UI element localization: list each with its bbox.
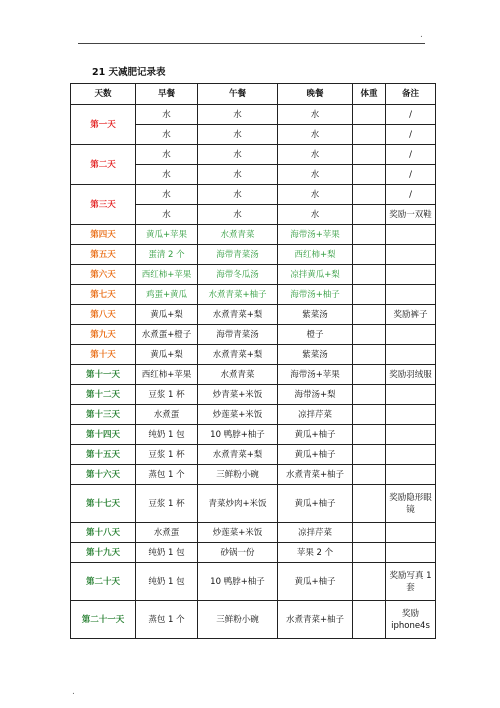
table-row bbox=[71, 185, 436, 205]
dinner-cell: 水 bbox=[278, 205, 353, 225]
notes-cell bbox=[386, 523, 436, 543]
day-cell: 第六天 bbox=[71, 265, 136, 285]
notes-cell bbox=[386, 465, 436, 485]
table-row bbox=[71, 563, 436, 601]
dinner-cell: 凉拌黄瓜+梨 bbox=[278, 265, 353, 285]
header-notes: 备注 bbox=[386, 84, 436, 105]
weight-cell bbox=[353, 205, 386, 225]
breakfast-cell: 水煮蛋 bbox=[136, 405, 198, 425]
lunch-cell: 水 bbox=[198, 165, 278, 185]
breakfast-cell: 黄瓜+苹果 bbox=[136, 225, 198, 245]
lunch-cell: 水煮青菜+柚子 bbox=[198, 285, 278, 305]
header-rule bbox=[78, 43, 425, 44]
dinner-cell: 水 bbox=[278, 165, 353, 185]
weight-cell bbox=[353, 185, 386, 205]
day-cell: 第十二天 bbox=[71, 385, 136, 405]
day-cell: 第十八天 bbox=[71, 523, 136, 543]
dinner-cell: 黄瓜+柚子 bbox=[278, 445, 353, 465]
lunch-cell: 海带青菜汤 bbox=[198, 325, 278, 345]
table-row bbox=[71, 265, 436, 285]
day-cell: 第四天 bbox=[71, 225, 136, 245]
lunch-cell: 海带冬瓜汤 bbox=[198, 265, 278, 285]
weight-cell bbox=[353, 285, 386, 305]
weight-cell bbox=[353, 543, 386, 563]
breakfast-cell: 蒸包 1 个 bbox=[136, 465, 198, 485]
lunch-cell: 水 bbox=[198, 105, 278, 125]
lunch-cell: 三鲜粉小碗 bbox=[198, 601, 278, 639]
table-title: 21 天减肥记录表 bbox=[92, 67, 166, 78]
breakfast-cell: 蛋清 2 个 bbox=[136, 245, 198, 265]
table-row bbox=[71, 523, 436, 543]
notes-cell bbox=[386, 425, 436, 445]
day-cell: 第十六天 bbox=[71, 465, 136, 485]
table-row bbox=[71, 543, 436, 563]
breakfast-cell: 水 bbox=[136, 165, 198, 185]
weight-cell bbox=[353, 125, 386, 145]
weight-cell bbox=[353, 105, 386, 125]
day-cell: 第十七天 bbox=[71, 485, 136, 523]
weight-cell bbox=[353, 225, 386, 245]
table-row bbox=[71, 365, 436, 385]
table-row bbox=[71, 105, 436, 125]
weight-cell bbox=[353, 265, 386, 285]
dinner-cell: 水煮青菜+柚子 bbox=[278, 601, 353, 639]
notes-cell: / bbox=[386, 145, 436, 165]
notes-cell bbox=[386, 385, 436, 405]
lunch-cell: 炒莲菜+米饭 bbox=[198, 405, 278, 425]
notes-cell: 奖励写真 1 套 bbox=[386, 563, 436, 601]
breakfast-cell: 水 bbox=[136, 125, 198, 145]
notes-cell: 奖励一双鞋 bbox=[386, 205, 436, 225]
dinner-cell: 黄瓜+柚子 bbox=[278, 485, 353, 523]
lunch-cell: 炒青菜+米饭 bbox=[198, 385, 278, 405]
lunch-cell: 砂锅一份 bbox=[198, 543, 278, 563]
breakfast-cell: 西红柿+苹果 bbox=[136, 265, 198, 285]
notes-cell: / bbox=[386, 185, 436, 205]
breakfast-cell: 水 bbox=[136, 205, 198, 225]
table-row bbox=[71, 485, 436, 523]
day-cell: 第十九天 bbox=[71, 543, 136, 563]
header-day: 天数 bbox=[71, 84, 136, 105]
weight-cell bbox=[353, 385, 386, 405]
dinner-cell: 紫菜汤 bbox=[278, 305, 353, 325]
lunch-cell: 水煮青菜+梨 bbox=[198, 305, 278, 325]
day-cell: 第三天 bbox=[71, 185, 136, 225]
lunch-cell: 10 鸭脖+柚子 bbox=[198, 425, 278, 445]
dinner-cell: 海带汤+柚子 bbox=[278, 285, 353, 305]
notes-cell: 奖励隐形眼镜 bbox=[386, 485, 436, 523]
breakfast-cell: 西红柿+苹果 bbox=[136, 365, 198, 385]
notes-cell bbox=[386, 345, 436, 365]
dinner-cell: 水 bbox=[278, 145, 353, 165]
weight-cell bbox=[353, 445, 386, 465]
weight-cell bbox=[353, 465, 386, 485]
table-row bbox=[71, 465, 436, 485]
day-cell: 第九天 bbox=[71, 325, 136, 345]
weight-cell bbox=[353, 425, 386, 445]
table-row bbox=[71, 225, 436, 245]
weight-cell bbox=[353, 563, 386, 601]
dinner-cell: 水 bbox=[278, 125, 353, 145]
lunch-cell: 水煮青菜 bbox=[198, 365, 278, 385]
breakfast-cell: 黄瓜+梨 bbox=[136, 305, 198, 325]
corner-mark: . bbox=[72, 687, 75, 697]
dinner-cell: 苹果 2 个 bbox=[278, 543, 353, 563]
notes-cell: 奖励羽绒服 bbox=[386, 365, 436, 385]
day-cell: 第五天 bbox=[71, 245, 136, 265]
breakfast-cell: 黄瓜+梨 bbox=[136, 345, 198, 365]
corner-mark: . bbox=[420, 30, 423, 40]
weight-cell bbox=[353, 405, 386, 425]
lunch-cell: 青菜炒肉+米饭 bbox=[198, 485, 278, 523]
dinner-cell: 水 bbox=[278, 185, 353, 205]
dinner-cell: 凉拌芹菜 bbox=[278, 523, 353, 543]
notes-cell: / bbox=[386, 165, 436, 185]
notes-cell: 奖励 iphone4s bbox=[386, 601, 436, 639]
day-cell: 第十四天 bbox=[71, 425, 136, 445]
weight-cell bbox=[353, 345, 386, 365]
dinner-cell: 海带汤+苹果 bbox=[278, 365, 353, 385]
table-row bbox=[71, 345, 436, 365]
weight-cell bbox=[353, 325, 386, 345]
notes-cell bbox=[386, 265, 436, 285]
notes-cell bbox=[386, 285, 436, 305]
breakfast-cell: 纯奶 1 包 bbox=[136, 425, 198, 445]
notes-cell: 奖励裤子 bbox=[386, 305, 436, 325]
lunch-cell: 水 bbox=[198, 145, 278, 165]
day-cell: 第一天 bbox=[71, 105, 136, 145]
breakfast-cell: 水 bbox=[136, 105, 198, 125]
dinner-cell: 水煮青菜+柚子 bbox=[278, 465, 353, 485]
notes-cell bbox=[386, 325, 436, 345]
table-row bbox=[71, 601, 436, 639]
lunch-cell: 水 bbox=[198, 185, 278, 205]
notes-cell bbox=[386, 543, 436, 563]
weight-cell bbox=[353, 523, 386, 543]
lunch-cell: 水煮青菜 bbox=[198, 225, 278, 245]
table-row bbox=[71, 145, 436, 165]
table-row bbox=[71, 245, 436, 265]
day-cell: 第七天 bbox=[71, 285, 136, 305]
weight-cell bbox=[353, 165, 386, 185]
lunch-cell: 10 鸭脖+柚子 bbox=[198, 563, 278, 601]
breakfast-cell: 蒸包 1 个 bbox=[136, 601, 198, 639]
breakfast-cell: 水煮蛋+橙子 bbox=[136, 325, 198, 345]
lunch-cell: 水煮青菜+梨 bbox=[198, 345, 278, 365]
day-cell: 第二天 bbox=[71, 145, 136, 185]
notes-cell bbox=[386, 445, 436, 465]
day-cell: 第十五天 bbox=[71, 445, 136, 465]
weight-cell bbox=[353, 601, 386, 639]
header-breakfast: 早餐 bbox=[136, 84, 198, 105]
weight-cell bbox=[353, 365, 386, 385]
dinner-cell: 西红柿+梨 bbox=[278, 245, 353, 265]
table-row bbox=[71, 405, 436, 425]
table-row bbox=[71, 385, 436, 405]
breakfast-cell: 鸡蛋+黄瓜 bbox=[136, 285, 198, 305]
dinner-cell: 橙子 bbox=[278, 325, 353, 345]
breakfast-cell: 豆浆 1 杯 bbox=[136, 485, 198, 523]
day-cell: 第二十天 bbox=[71, 563, 136, 601]
day-cell: 第十天 bbox=[71, 345, 136, 365]
day-cell: 第十一天 bbox=[71, 365, 136, 385]
day-cell: 第八天 bbox=[71, 305, 136, 325]
dinner-cell: 紫菜汤 bbox=[278, 345, 353, 365]
lunch-cell: 炒莲菜+米饭 bbox=[198, 523, 278, 543]
breakfast-cell: 水 bbox=[136, 145, 198, 165]
lunch-cell: 水煮青菜+梨 bbox=[198, 445, 278, 465]
dinner-cell: 凉拌芹菜 bbox=[278, 405, 353, 425]
day-cell: 第十三天 bbox=[71, 405, 136, 425]
dinner-cell: 海带汤+梨 bbox=[278, 385, 353, 405]
weight-cell bbox=[353, 485, 386, 523]
notes-cell bbox=[386, 225, 436, 245]
weight-cell bbox=[353, 245, 386, 265]
diet-log-table bbox=[70, 83, 436, 639]
table-row bbox=[71, 425, 436, 445]
table-row bbox=[71, 445, 436, 465]
notes-cell: / bbox=[386, 105, 436, 125]
header-lunch: 午餐 bbox=[198, 84, 278, 105]
dinner-cell: 水 bbox=[278, 105, 353, 125]
table-row bbox=[71, 325, 436, 345]
notes-cell bbox=[386, 245, 436, 265]
breakfast-cell: 豆浆 1 杯 bbox=[136, 385, 198, 405]
table-header-row bbox=[71, 84, 436, 105]
notes-cell: / bbox=[386, 125, 436, 145]
header-weight: 体重 bbox=[353, 84, 386, 105]
breakfast-cell: 水 bbox=[136, 185, 198, 205]
breakfast-cell: 纯奶 1 包 bbox=[136, 563, 198, 601]
header-dinner: 晚餐 bbox=[278, 84, 353, 105]
lunch-cell: 水 bbox=[198, 205, 278, 225]
dinner-cell: 黄瓜+柚子 bbox=[278, 563, 353, 601]
lunch-cell: 水 bbox=[198, 125, 278, 145]
breakfast-cell: 纯奶 1 包 bbox=[136, 543, 198, 563]
weight-cell bbox=[353, 305, 386, 325]
dinner-cell: 黄瓜+柚子 bbox=[278, 425, 353, 445]
table-row bbox=[71, 305, 436, 325]
breakfast-cell: 水煮蛋 bbox=[136, 523, 198, 543]
dinner-cell: 海带汤+苹果 bbox=[278, 225, 353, 245]
weight-cell bbox=[353, 145, 386, 165]
table-row bbox=[71, 285, 436, 305]
breakfast-cell: 豆浆 1 杯 bbox=[136, 445, 198, 465]
lunch-cell: 三鲜粉小碗 bbox=[198, 465, 278, 485]
day-cell: 第二十一天 bbox=[71, 601, 136, 639]
lunch-cell: 海带青菜汤 bbox=[198, 245, 278, 265]
notes-cell bbox=[386, 405, 436, 425]
